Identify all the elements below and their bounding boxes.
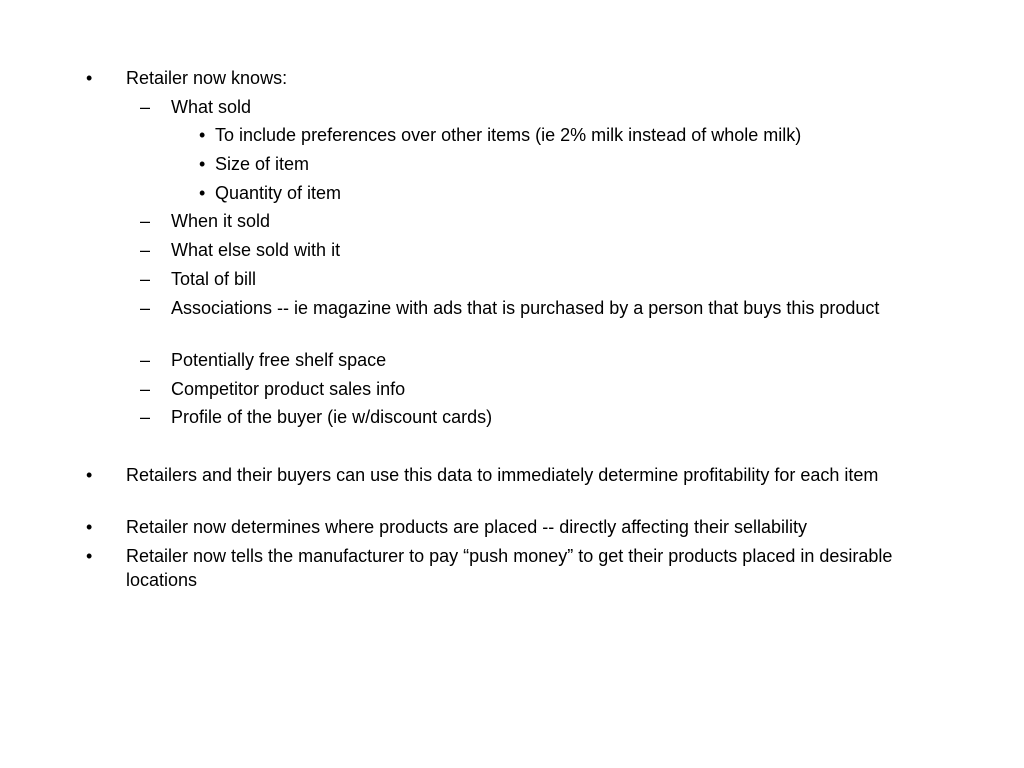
- dash-icon: –: [140, 269, 151, 289]
- dash-icon: –: [140, 97, 151, 117]
- bullet-text: What else sold with it: [171, 240, 341, 260]
- bullet-text: To include preferences over other items (ie 2% milk instead of whole milk): [215, 125, 802, 145]
- bullet-icon: •: [199, 125, 206, 145]
- bullet-text: Competitor product sales info: [171, 379, 406, 399]
- bullet-icon: •: [199, 154, 206, 174]
- dash-icon: –: [140, 407, 151, 427]
- bullet-icon: •: [86, 517, 93, 537]
- bullet-text: Retailer now determines where products are placed -- directly affecting their sellability: [126, 517, 807, 537]
- bullet-text: Potentially free shelf space: [171, 350, 387, 370]
- bullet-text: Retailer now knows:: [126, 68, 288, 88]
- dash-icon: –: [140, 379, 151, 399]
- bullet-icon: •: [86, 68, 93, 88]
- dash-icon: –: [140, 298, 151, 318]
- dash-icon: –: [140, 350, 151, 370]
- bullet-icon: •: [86, 465, 93, 485]
- bullet-text: Size of item: [215, 154, 310, 174]
- bullet-text: Retailers and their buyers can use this data to immediately determine profitability for each item: [126, 465, 879, 485]
- bullet-icon: •: [199, 183, 206, 203]
- dash-icon: –: [140, 211, 151, 231]
- bullet-text: What sold: [171, 97, 252, 117]
- bullet-text: Quantity of item: [215, 183, 342, 203]
- bullet-text: When it sold: [171, 211, 271, 231]
- dash-icon: –: [140, 240, 151, 260]
- bullet-icon: •: [86, 546, 93, 566]
- bullet-text: Profile of the buyer (ie w/discount cards): [171, 407, 493, 427]
- bullet-text: Total of bill: [171, 269, 257, 289]
- bullet-text: Associations -- ie magazine with ads that is purchased by a person that buys this product: [171, 298, 880, 318]
- bullet-text: Retailer now tells the manufacturer to pay “push money” to get their products placed in desirable locations: [126, 546, 893, 590]
